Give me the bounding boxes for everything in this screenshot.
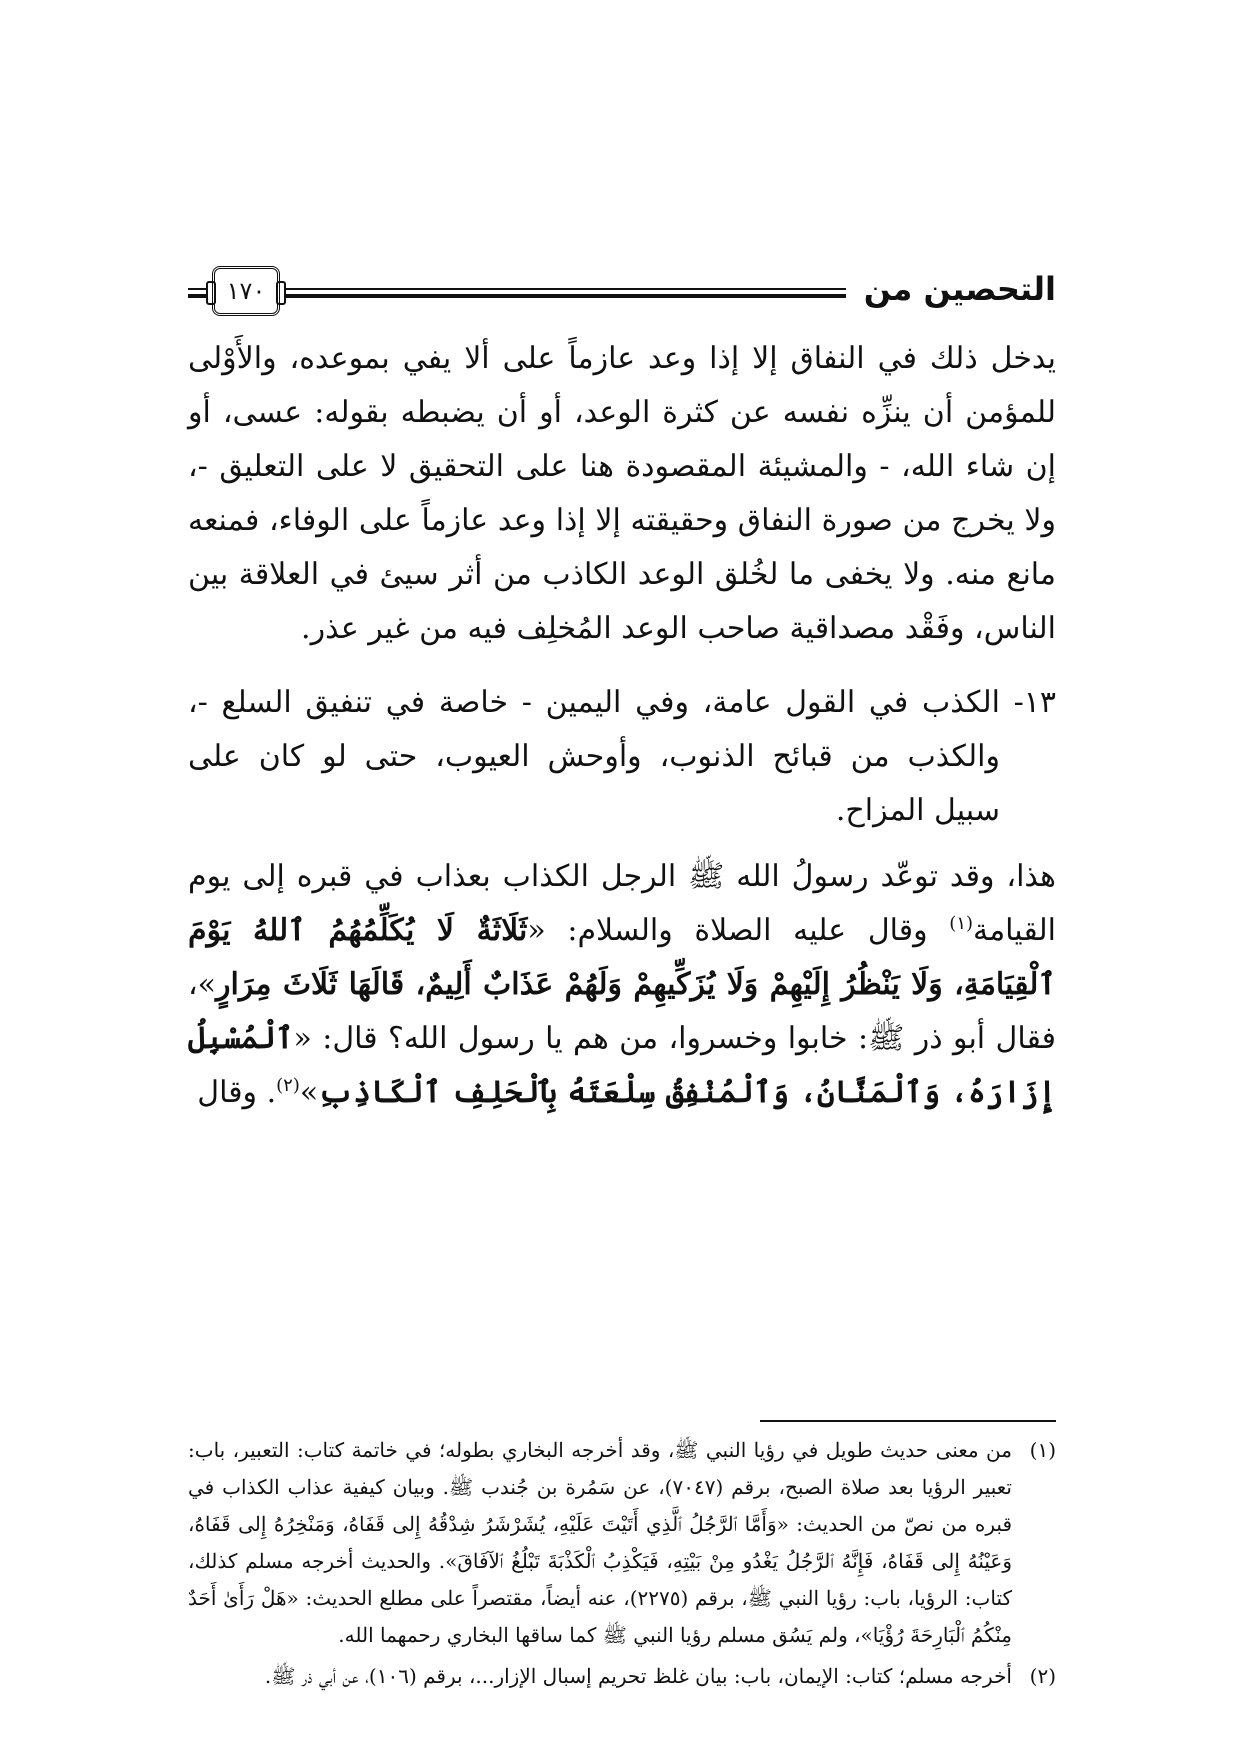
footnotes (188, 1432, 1056, 1695)
list-item-text: الكذب في القول عامة، وفي اليمين - خاصة في تنفيق السلع -، والكذب من قبائح الذنوب، وأوحش العيوب، حتى لو كان على سبيل المزاح. (188, 685, 1000, 828)
footnote-number: (١) (1029, 1438, 1056, 1462)
list-item-number: ١٣- (1013, 685, 1056, 720)
footnote-2 (188, 1658, 1056, 1695)
hadith-quote-2: ٱلْمُسْبِلُ إِزَارَهُ، وَٱلْمَنَّانُ، وَٱلْمُنْفِقُ سِلْعَتَهُ بِٱلْحَلِفِ ٱلْكَاذِبِ (188, 1021, 1056, 1110)
page-number-frame (212, 266, 280, 316)
page-number: ١٧٠ (226, 277, 266, 305)
paragraph-3-part-a: هذا، وقد توعّد رسولُ الله ﷺ الرجل الكذاب بعذاب في قبره إلى يوم القيامة (188, 859, 1057, 948)
paragraph-3 (188, 850, 1056, 1120)
footnote-separator (760, 1420, 1056, 1422)
paragraph-3-part-b: وقال عليه الصلاة والسلام: « (527, 913, 950, 948)
paragraph-3-part-d: » (299, 1075, 319, 1110)
paragraph-1: يدخل ذلك في النفاق إلا إذا وعد عازماً على ألا يفي بموعده، والأَوْلى للمؤمن أن ينزِّه نفسه عن كثرة الوعد، أو أن يضبطه بقوله: عسى، أو إن شاء الله، - والمشيئة المقصودة هنا على التحقيق لا على التعليق -، ولا يخرج من صورة النفاق وحقيقته إلا إذا وعد عازماً على الوفاء، فمنعه مانع منه. ولا يخفى ما لخُلق الوعد الكاذب من أثر سيئ في العلاقة بين الناس، وفَقْد مصداقية صاحب الوعد المُخلِف فيه من غير عذر. (188, 341, 1056, 646)
paragraph-3-part-c: »، فقال أبو ذر ﷺ: خابوا وخسروا، من هم يا رسول الله؟ قال: « (188, 967, 1056, 1056)
running-title: التحصين من (863, 270, 1056, 308)
footnote-text: من معنى حديث طويل في رؤيا النبي ﷺ، وقد أخرجه البخاري بطوله؛ في خاتمة كتاب: التعبير، باب: تعبير الرؤيا بعد صلاة الصبح، برقم (٧٠٤٧)، عن سَمُرة بن جُندب ﷺ. وبيان كيفية عذاب الكذاب في قبره من نصّ من الحديث: «وَأَمَّا ٱلرَّجُلُ ٱلَّذِي أَتَيْتَ عَلَيْهِ، يُشَرْشَرُ شِدْقُهُ إِلى قَفَاهُ، وَمَنْخِرُهُ إِلى قَفَاهُ، وَعَيْنُهُ إِلى قَفَاهُ، فَإِنَّهُ ٱلرَّجُلُ يَغْدُو مِنْ بَيْتِهِ، فَيَكْذِبُ ٱلْكَذْبَةَ تَبْلُغُ ٱلآفَاقَ». والحديث أخرجه مسلم كذلك، كتاب: الرؤيا، باب: رؤيا النبي ﷺ، برقم (٢٢٧٥)، عنه أيضاً، مقتصراً على مطلع الحديث: «هَلْ رَأَىٰ أَحَدٌ مِنْكُمُ ٱلْبَارِحَةَ رُؤْيَا»، ولم يَسُق مسلم رؤيا النبي ﷺ كما ساقها البخاري رحمهما الله. (188, 1438, 1012, 1647)
footnote-ref-1[interactable]: (١) (949, 913, 974, 934)
page-header (188, 264, 1056, 322)
hadith-quote-1: ثَلَاثَةٌ لَا يُكَلِّمُهُمُ ٱللهُ يَوْمَ ٱلْقِيَامَةِ، وَلَا يَنْظُرُ إِلَيْهِمْ وَلَا يُزَكِّيهِمْ وَلَهُمْ عَذَابٌ أَلِيمٌ، قَالَهَا ثَلَاثَ مِرَارٍ (188, 913, 1056, 1002)
list-item-13 (188, 676, 1056, 838)
header-rule-middle (286, 286, 846, 300)
footnote-ref-2[interactable]: (٢) (276, 1075, 300, 1096)
paragraph-3-part-e: . وقال (197, 1075, 277, 1110)
footnote-1 (188, 1432, 1056, 1654)
footnote-text: أخرجه مسلم؛ كتاب: الإيمان، باب: بيان غلظ تحريم إسبال الإزار...، برقم (١٠٦)، عن أبي ذر ﷺ. (264, 1664, 1012, 1688)
header-rule-left (188, 286, 206, 300)
footnote-number: (٢) (1029, 1664, 1056, 1688)
